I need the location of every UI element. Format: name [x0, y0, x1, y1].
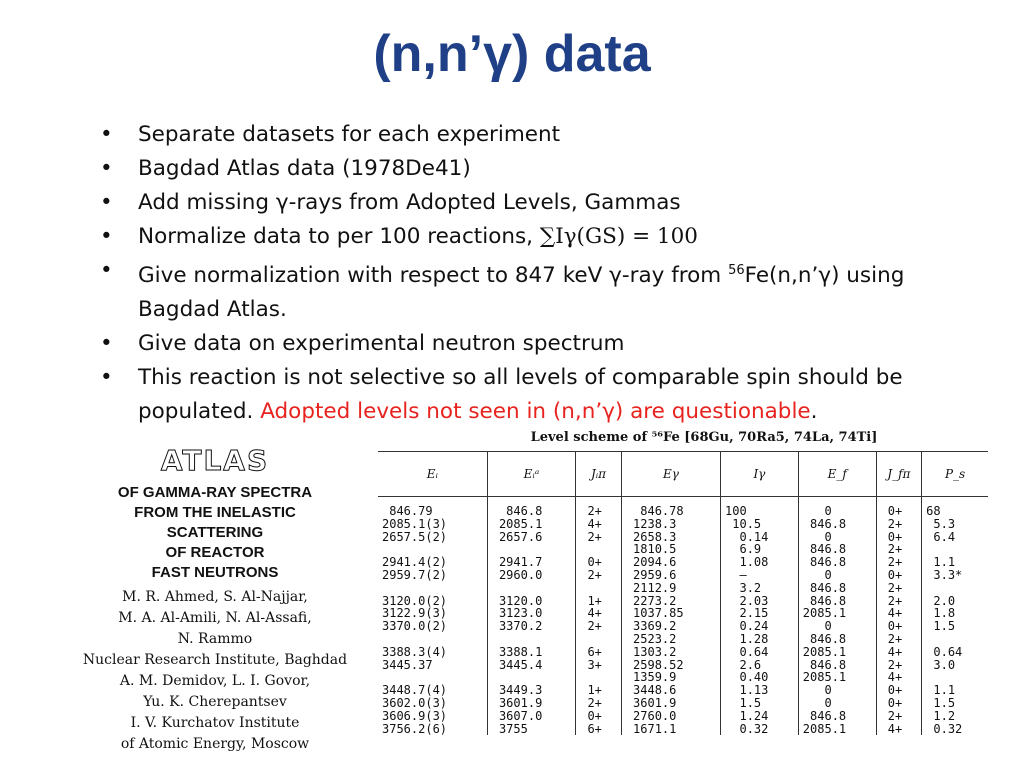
level-scheme-table	[378, 451, 988, 735]
bullet-item: • Add missing γ-rays from Adopted Levels, Gammas	[100, 186, 980, 220]
atlas-logo: ATLAS	[160, 444, 270, 477]
col-header: Eγ	[621, 452, 720, 497]
bullet-list	[100, 118, 980, 429]
questionable-note: Adopted levels not seen in (n,n’γ) are questionable	[260, 399, 811, 425]
col-header: P_s	[922, 452, 988, 497]
col-header: Eᵢ	[378, 452, 487, 497]
column-ef: 0 846.8 0 846.8 846.8 0 846.8 846.8 2085.1 0 846.8 2085.1 846.8 2085.1 0 0 846.8 2085.1	[798, 497, 876, 736]
col-header: J_fπ	[876, 452, 922, 497]
level-scheme-title: Level scheme of ⁵⁶Fe [68Gu, 70Ra5, 74La, 74Ti]	[530, 430, 878, 445]
column-ps: 68 5.3 6.4 1.1 3.3* 2.0 1.8 1.5 0.64 3.0 1.1 1.5 1.2 0.32	[922, 497, 988, 736]
bullet-item: • This reaction is not selective so all levels of comparable spin should be populated. Adopted levels not seen in (n,n’γ) are questionable.	[100, 361, 980, 429]
column-egamma: 846.78 1238.3 2658.3 1810.5 2094.6 2959.6 2112.9 2273.2 1037.85 3369.2 2523.2 1303.2 2598.52 1359.9 3448.6 3601.9 2760.0 1671.1	[621, 497, 720, 736]
slide-title: (n,n’γ) data	[373, 25, 651, 83]
col-header: E_f	[798, 452, 876, 497]
column-ji: 2+ 4+ 2+ 0+ 2+ 1+ 4+ 2+ 6+ 3+ 1+ 2+ 0+ 6+	[576, 497, 622, 736]
level-scheme-table-scan	[378, 430, 990, 760]
column-igamma: 100 10.5 0.14 6.9 1.08 — 3.2 2.03 2.15 0.24 1.28 0.64 2.6 0.40 1.13 1.5 1.24 0.32	[721, 497, 799, 736]
atlas-subtitle: OF GAMMA-RAY SPECTRA FROM THE INELASTIC SCATTERING OF REACTOR FAST NEUTRONS	[117, 484, 313, 581]
atlas-authors: M. R. Ahmed, S. Al-Najjar, M. A. Al-Amili, N. Al-Assafi, N. Rammo Nuclear Research Institute, Baghdad A. M. Demidov, L. I. Govor, Yu. K. Cherepantsev I. V. Kurchatov Institute of Atomic Energy, Moscow	[82, 589, 348, 752]
bullet-item: • Normalize data to per 100 reactions, ∑Iγ(GS) = 100	[100, 220, 980, 254]
atlas-cover	[80, 440, 350, 755]
col-header: Iγ	[721, 452, 799, 497]
bullet-item: • Bagdad Atlas data (1978De41)	[100, 152, 980, 186]
bullet-item: • Give data on experimental neutron spectrum	[100, 327, 980, 361]
col-header: Eᵢᵃ	[487, 452, 576, 497]
column-jf: 0+ 2+ 0+ 2+ 2+ 0+ 2+ 2+ 4+ 0+ 2+ 4+ 2+ 4+ 0+ 0+ 2+ 4+	[876, 497, 922, 736]
normalization-formula: ∑Iγ(GS) = 100	[539, 224, 698, 249]
bullet-item: • Give normalization with respect to 847 keV γ-ray from $^{56}$Fe(n,n’γ) using Bagdad Atlas.	[100, 254, 980, 327]
bullet-item: • Separate datasets for each experiment	[100, 118, 980, 152]
column-ei: 846.79 2085.1(3) 2657.5(2) 2941.4(2) 2959.7(2) 3120.0(2) 3122.9(3) 3370.0(2) 3388.3(4) 3445.37 3448.7(4) 3602.0(3) 3606.9(3) 3756.2(6)	[382, 504, 448, 736]
column-ei-adopted: 846.8 2085.1 2657.6 2941.7 2960.0 3120.0 3123.0 3370.2 3388.1 3445.4 3449.3 3601.9 3607.0 3755	[487, 497, 576, 736]
col-header: Jᵢπ	[576, 452, 622, 497]
